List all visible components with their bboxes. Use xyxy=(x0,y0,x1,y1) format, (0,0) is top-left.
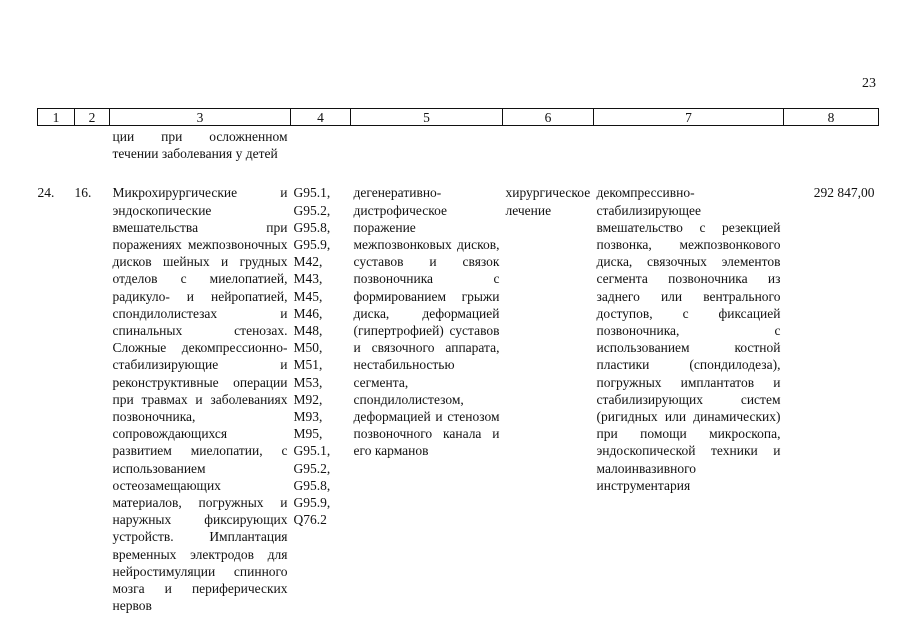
table-row xyxy=(38,184,879,614)
treatment-type: хирургическое лечение xyxy=(505,185,591,218)
column-header: 5 xyxy=(351,109,503,126)
column-header: 4 xyxy=(291,109,351,126)
column-number-header-row xyxy=(38,109,879,126)
services-table xyxy=(37,108,879,614)
continuation-row xyxy=(38,126,879,185)
column-header: 2 xyxy=(75,109,110,126)
column-header: 7 xyxy=(594,109,784,126)
group-number: 16. xyxy=(74,185,92,201)
column-header: 3 xyxy=(110,109,291,126)
row-number: 24. xyxy=(37,185,55,201)
page-number: 23 xyxy=(862,76,876,91)
patient-model: дегенеративно-дистрофическое поражение межпозвонковых дисков, суставов и связок позвоночника с формированием грыжи диска, деформацией (гипертрофией) суставов и связочного аппарата, нестабильностью сегмента, спондилолистезом, деформацией и стенозом позвоночного канала и его карманов xyxy=(353,185,500,459)
intervention-description: Микрохирургические и эндоскопические вмешательства при поражениях межпозвоночных дисков шейных и грудных отделов с миелопатией, радикуло- и нейропатией, спондилолистезах и спинальных стенозах. Сложные декомпрессионно-стабилизирующие и реконструктивные операции при травмах и заболеваниях позвоночника, сопровождающихся развитием миелопатии, с использованием остеозамещающих материалов, погружных и наружных фиксирующих устройств. Имплантация временных электродов для нейростимуляции спинного мозга и периферических нервов xyxy=(112,185,288,614)
icd-codes: G95.1, G95.2, G95.8, G95.9, M42, M43, M45, M46, M48, M50, M51, M53, M92, M93, M95, G95.1, G95.2, G95.8, G95.9, Q76.2 xyxy=(293,185,331,528)
column-header: 6 xyxy=(503,109,594,126)
column-header: 8 xyxy=(784,109,879,126)
cost-value: 292 847,00 xyxy=(813,185,875,201)
continuation-text: ции при осложненном течении заболевания у детей xyxy=(112,129,288,162)
column-header: 1 xyxy=(38,109,75,126)
treatment-method: декомпрессивно-стабилизирующее вмешательство с резекцией позвонка, межпозвонкового диска, связочных элементов сегмента позвоночника из заднего или вентрального доступов, с фиксацией позвоночника, с использованием костной пластики (спондилодеза), погружных имплантатов и стабилизирующих систем (ригидных или динамических) при помощи микроскопа, эндоскопической техники и малоинвазивного инструментария xyxy=(596,185,781,493)
